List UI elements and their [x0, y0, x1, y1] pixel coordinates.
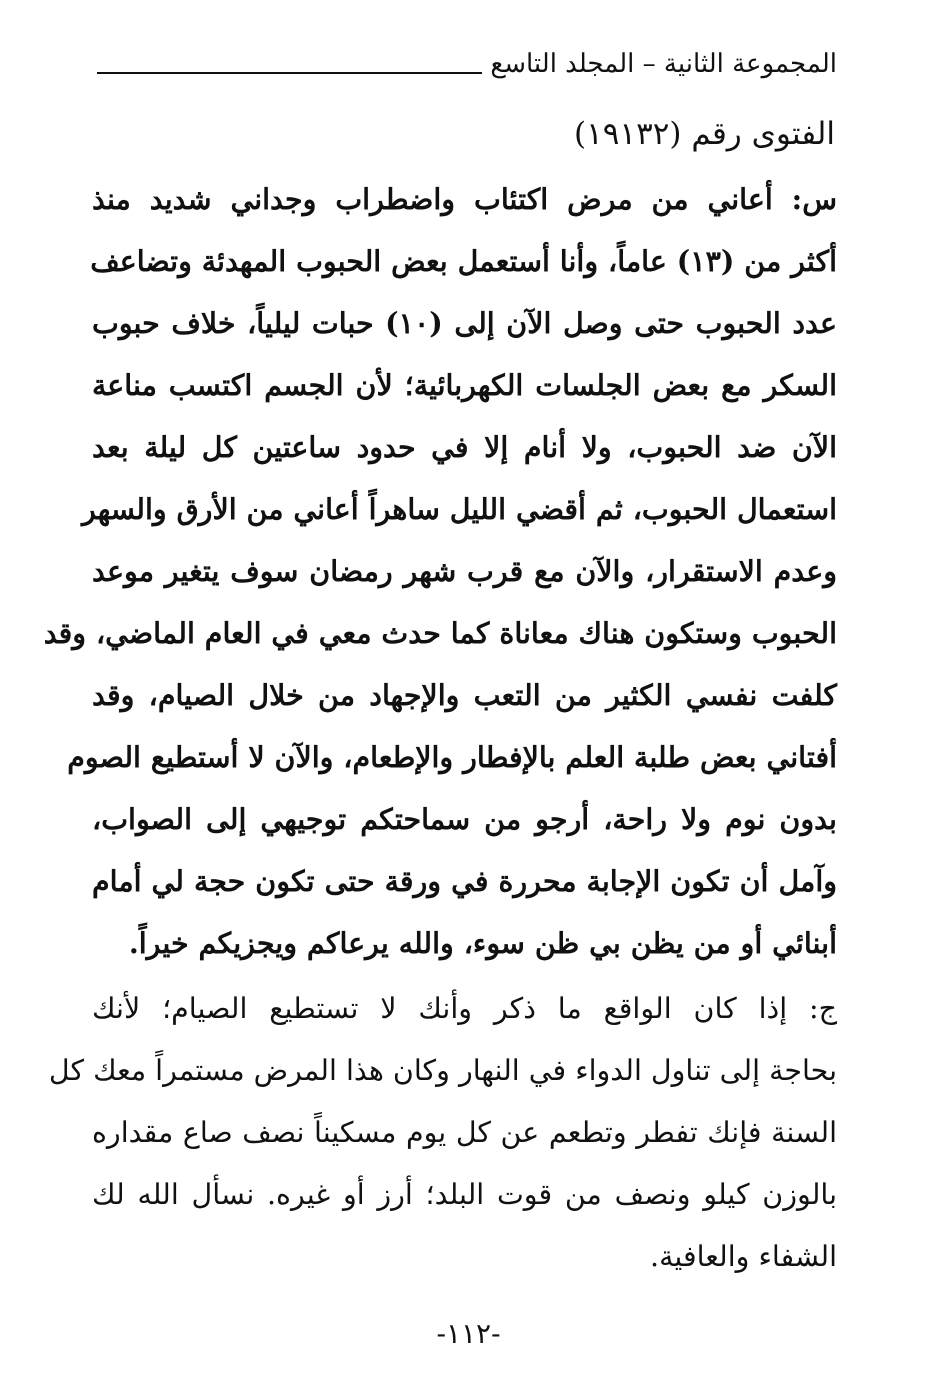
answer-line: بحاجة إلى تناول الدواء في النهار وكان هذا المرض مستمراً معك كل — [48, 1054, 837, 1087]
question-line: الآن ضد الحبوب، ولا أنام إلا في حدود ساعتين كل ليلة بعد — [92, 430, 837, 464]
question-line: وعدم الاستقرار، والآن مع قرب شهر رمضان سوف يتغير موعد — [92, 554, 837, 588]
page-header — [97, 46, 837, 82]
answer-line: ج: إذا كان الواقع ما ذكر وأنك لا تستطيع الصيام؛ لأنك — [92, 992, 837, 1025]
question-line: أبنائي أو من يظن بي ظن سوء، والله يرعاكم ويجزيكم خيراً. — [128, 926, 837, 960]
question-line: كلفت نفسي الكثير من التعب والإجهاد من خلال الصيام، وقد — [92, 678, 837, 712]
question-line: عدد الحبوب حتى وصل الآن إلى (١٠) حبات ليلياً، خلاف حبوب — [92, 306, 837, 340]
answer-line: بالوزن كيلو ونصف من قوت البلد؛ أرز أو غيره. نسأل الله لك — [92, 1178, 837, 1211]
question-line: أفتاني بعض طلبة العلم بالإفطار والإطعام، والآن لا أستطيع الصوم — [67, 740, 837, 774]
fatwa-number: الفتوى رقم (١٩١٣٢) — [574, 116, 835, 152]
question-line: الحبوب وستكون هناك معاناة كما حدث معي في العام الماضي، وقد — [43, 616, 837, 650]
question-line: السكر مع بعض الجلسات الكهربائية؛ لأن الجسم اكتسب مناعة — [92, 368, 837, 402]
question-line: استعمال الحبوب، ثم أقضي الليل ساهراً أعاني من الأرق والسهر — [82, 492, 837, 526]
header-rule — [97, 72, 482, 74]
question-line: س: أعاني من مرض اكتئاب واضطراب وجداني شديد منذ — [92, 182, 837, 216]
question-line: بدون نوم ولا راحة، أرجو من سماحتكم توجيهي إلى الصواب، — [92, 802, 837, 836]
page-number: -١١٢- — [436, 1317, 501, 1350]
question-line: وآمل أن تكون الإجابة محررة في ورقة حتى تكون حجة لي أمام — [92, 864, 837, 898]
question-line: أكثر من (١٣) عاماً، وأنا أستعمل بعض الحبوب المهدئة وتضاعف — [90, 244, 837, 278]
answer-line: الشفاء والعافية. — [650, 1240, 837, 1273]
header-title: المجموعة الثانية – المجلد التاسع — [490, 49, 837, 79]
answer-line: السنة فإنك تفطر وتطعم عن كل يوم مسكيناً نصف صاع مقداره — [92, 1116, 837, 1149]
